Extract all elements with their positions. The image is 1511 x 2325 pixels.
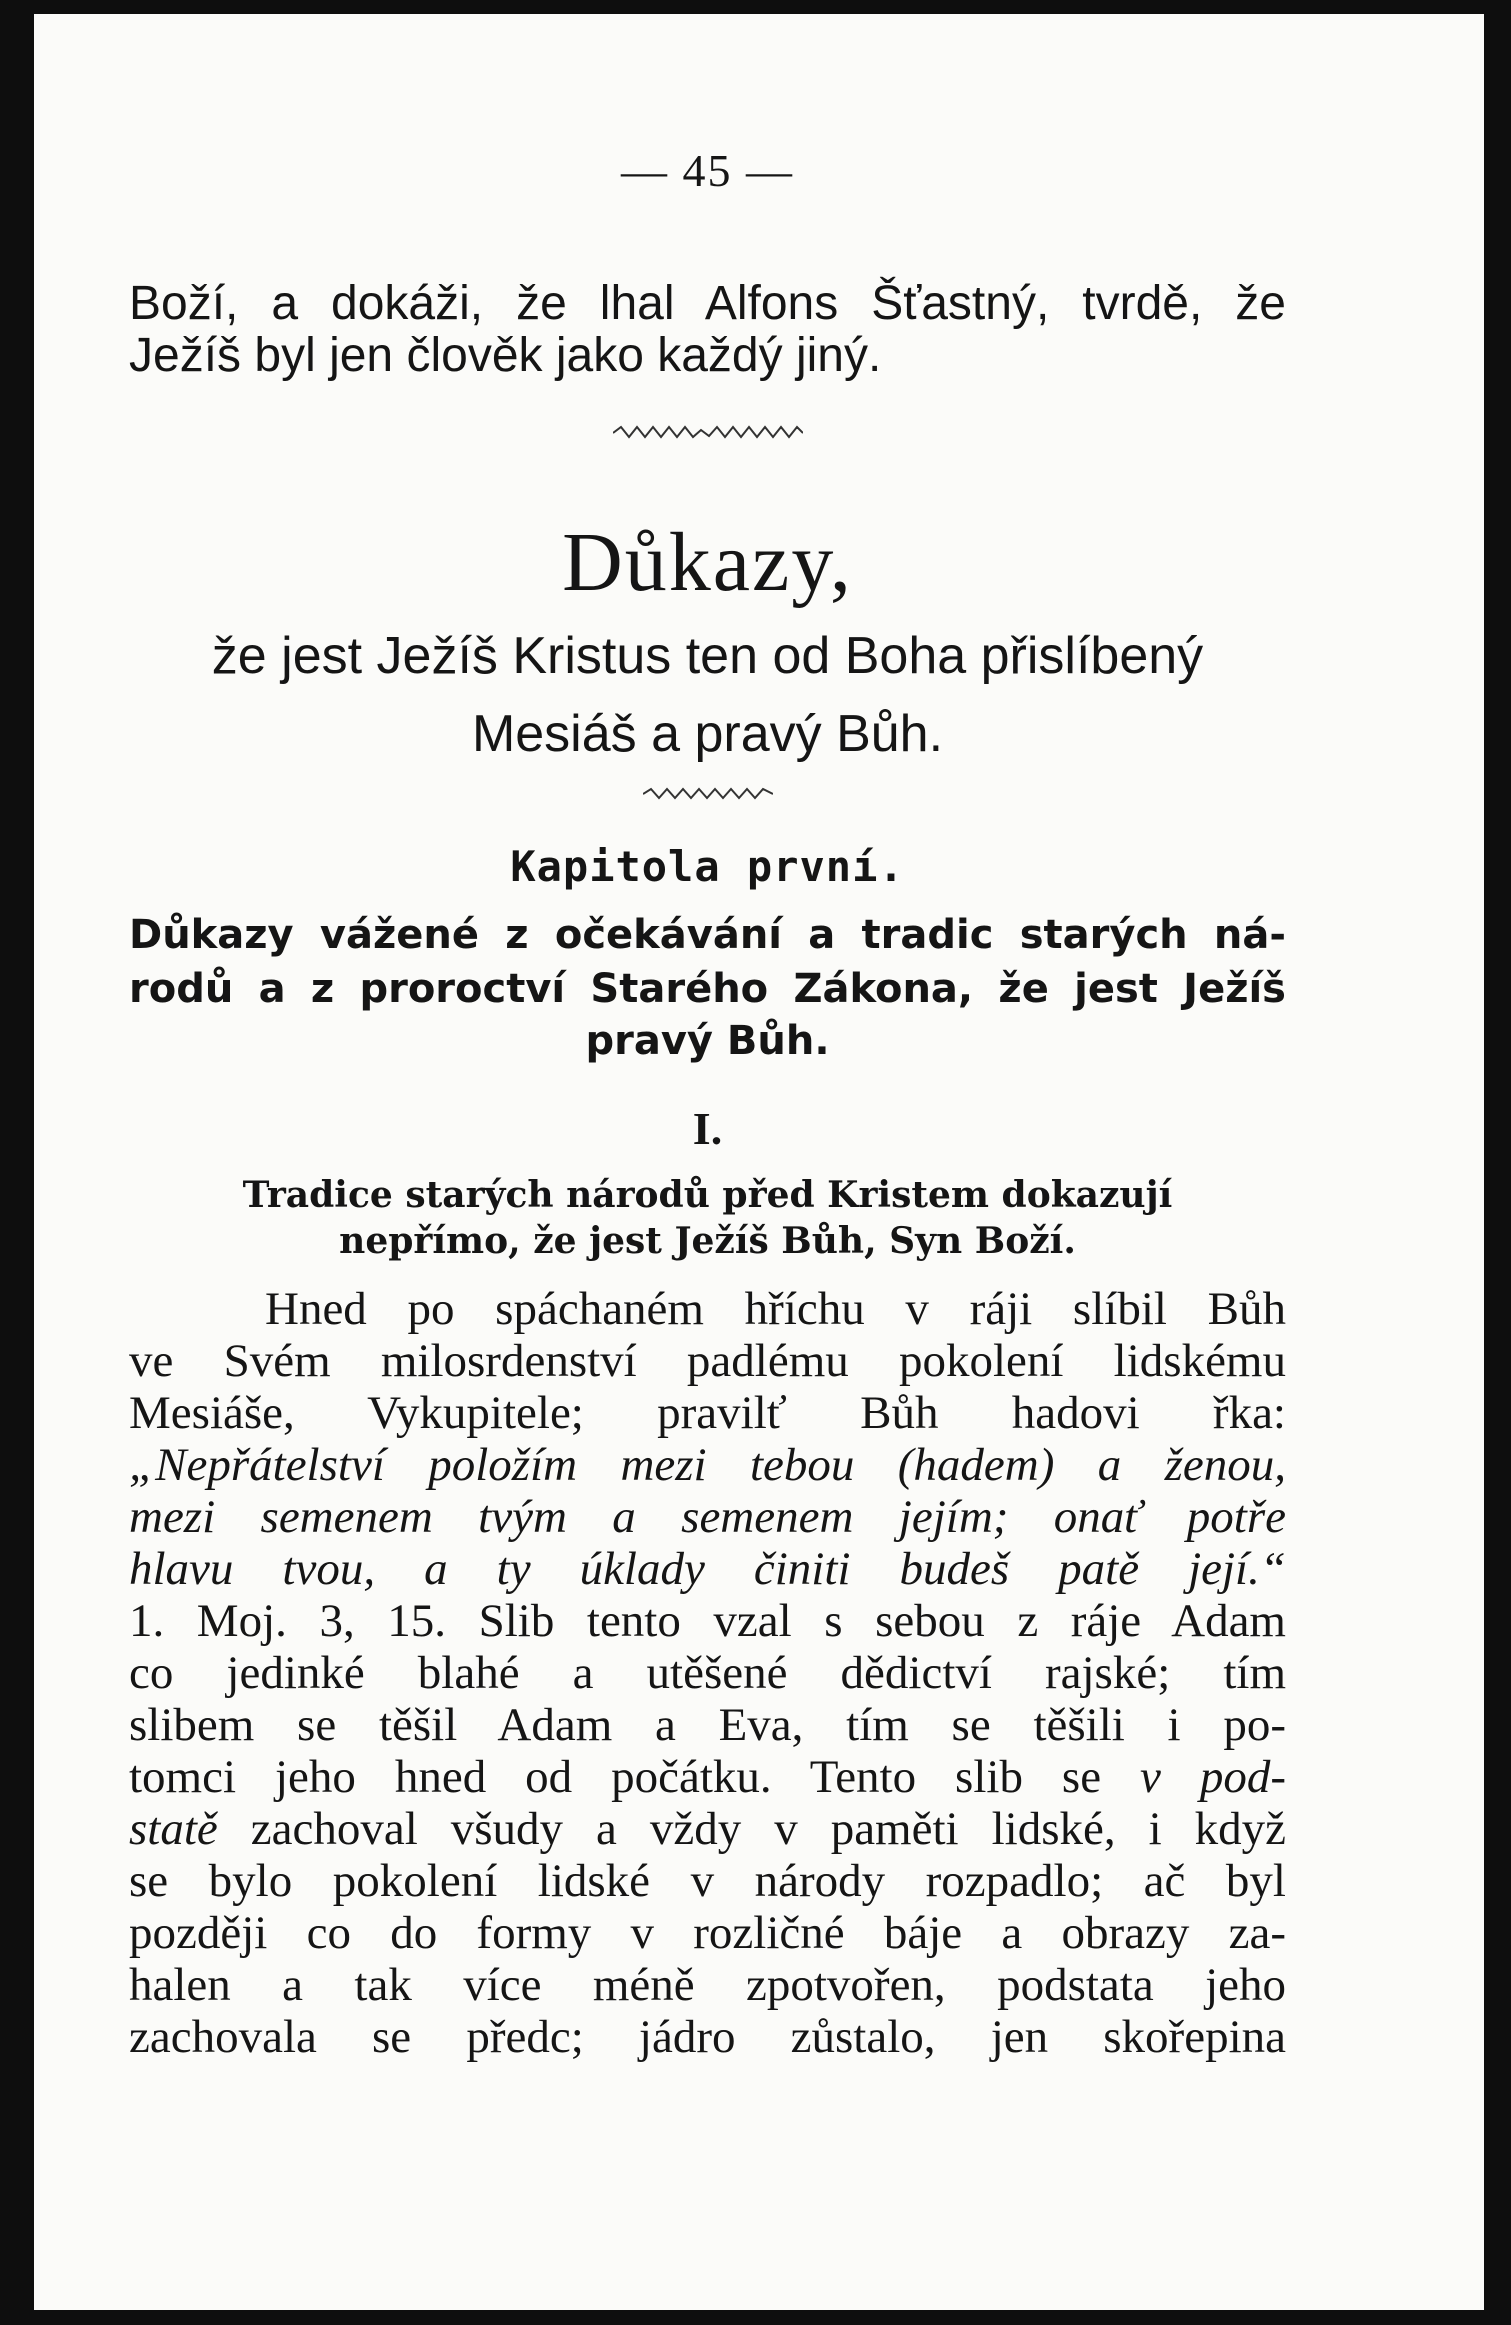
subtitle-line-2: Mesiáš a pravý Bůh.	[471, 705, 944, 763]
ornament-divider-1	[129, 424, 1286, 447]
chapter-heading-line-2: rodů a z proroctví Starého Zákona, že jest Ježíš	[129, 966, 1286, 1012]
intro-line-2: Ježíš byl jen člověk jako každý jiný.	[129, 329, 882, 382]
body-line-11	[129, 1802, 1286, 1856]
intro-line-1: Boží, a dokáži, že lhal Alfons Šťastný, tvrdě, že	[129, 277, 1286, 330]
body-line-9: slibem se těšil Adam a Eva, tím se těšili i po-	[129, 1699, 1286, 1751]
body-line-10-italic: v pod-	[1140, 1751, 1286, 1803]
body-line-3: Mesiáše, Vykupitele; pravilť Bůh hadovi řka:	[129, 1387, 1286, 1439]
body-line-4: „Nepřátelství položím mezi tebou (hadem) a ženou,	[129, 1439, 1286, 1491]
body-line-1: Hned po spáchaném hříchu v ráji slíbil Bůh	[265, 1283, 1286, 1335]
body-line-10	[129, 1750, 1286, 1804]
book-page	[34, 14, 1484, 2310]
body-line-12: se bylo pokolení lidské v národy rozpadlo; ač byl	[129, 1855, 1286, 1907]
body-line-14: halen a tak více méně zpotvořen, podstata jeho	[129, 1959, 1286, 2011]
body-line-11-text: zachoval všudy a vždy v paměti lidské, i když	[250, 1803, 1286, 1855]
section-heading-line-1: Tradice starých národů před Kristem dokazují	[242, 1174, 1173, 1216]
main-title: Důkazy,	[562, 516, 853, 609]
body-line-7: 1. Moj. 3, 15. Slib tento vzal s sebou z ráje Adam	[129, 1595, 1286, 1647]
chapter-label: Kapitola první.	[510, 842, 905, 891]
chapter-heading-line-1: Důkazy vážené z očekávání a tradic starých ná-	[129, 912, 1286, 958]
body-line-13: později co do formy v rozličné báje a obrazy za-	[129, 1907, 1286, 1959]
subtitle-line-1: že jest Ježíš Kristus ten od Boha přislíbený	[211, 627, 1204, 685]
body-line-5: mezi semenem tvým a semenem jejím; onať potře	[129, 1491, 1286, 1543]
body-line-6: hlavu tvou, a ty úklady činiti budeš patě její.“	[129, 1543, 1286, 1595]
section-heading-line-2: nepřímo, že jest Ježíš Bůh, Syn Boží.	[339, 1220, 1076, 1262]
chapter-heading-line-3: pravý Bůh.	[585, 1018, 830, 1064]
ornament-divider-2	[129, 786, 1286, 807]
body-line-8: co jedinké blahé a utěšené dědictví rajské; tím	[129, 1647, 1286, 1699]
body-line-2: ve Svém milosrdenství padlému pokolení lidskému	[129, 1335, 1286, 1387]
body-line-10-text: tomci jeho hned od počátku. Tento slib se	[129, 1751, 1102, 1803]
section-number: I.	[692, 1103, 723, 1154]
body-line-15: zachovala se předc; jádro zůstalo, jen skořepina	[129, 2011, 1286, 2063]
page-number: — 45 —	[621, 145, 794, 196]
body-line-11-italic: statě	[129, 1803, 218, 1855]
